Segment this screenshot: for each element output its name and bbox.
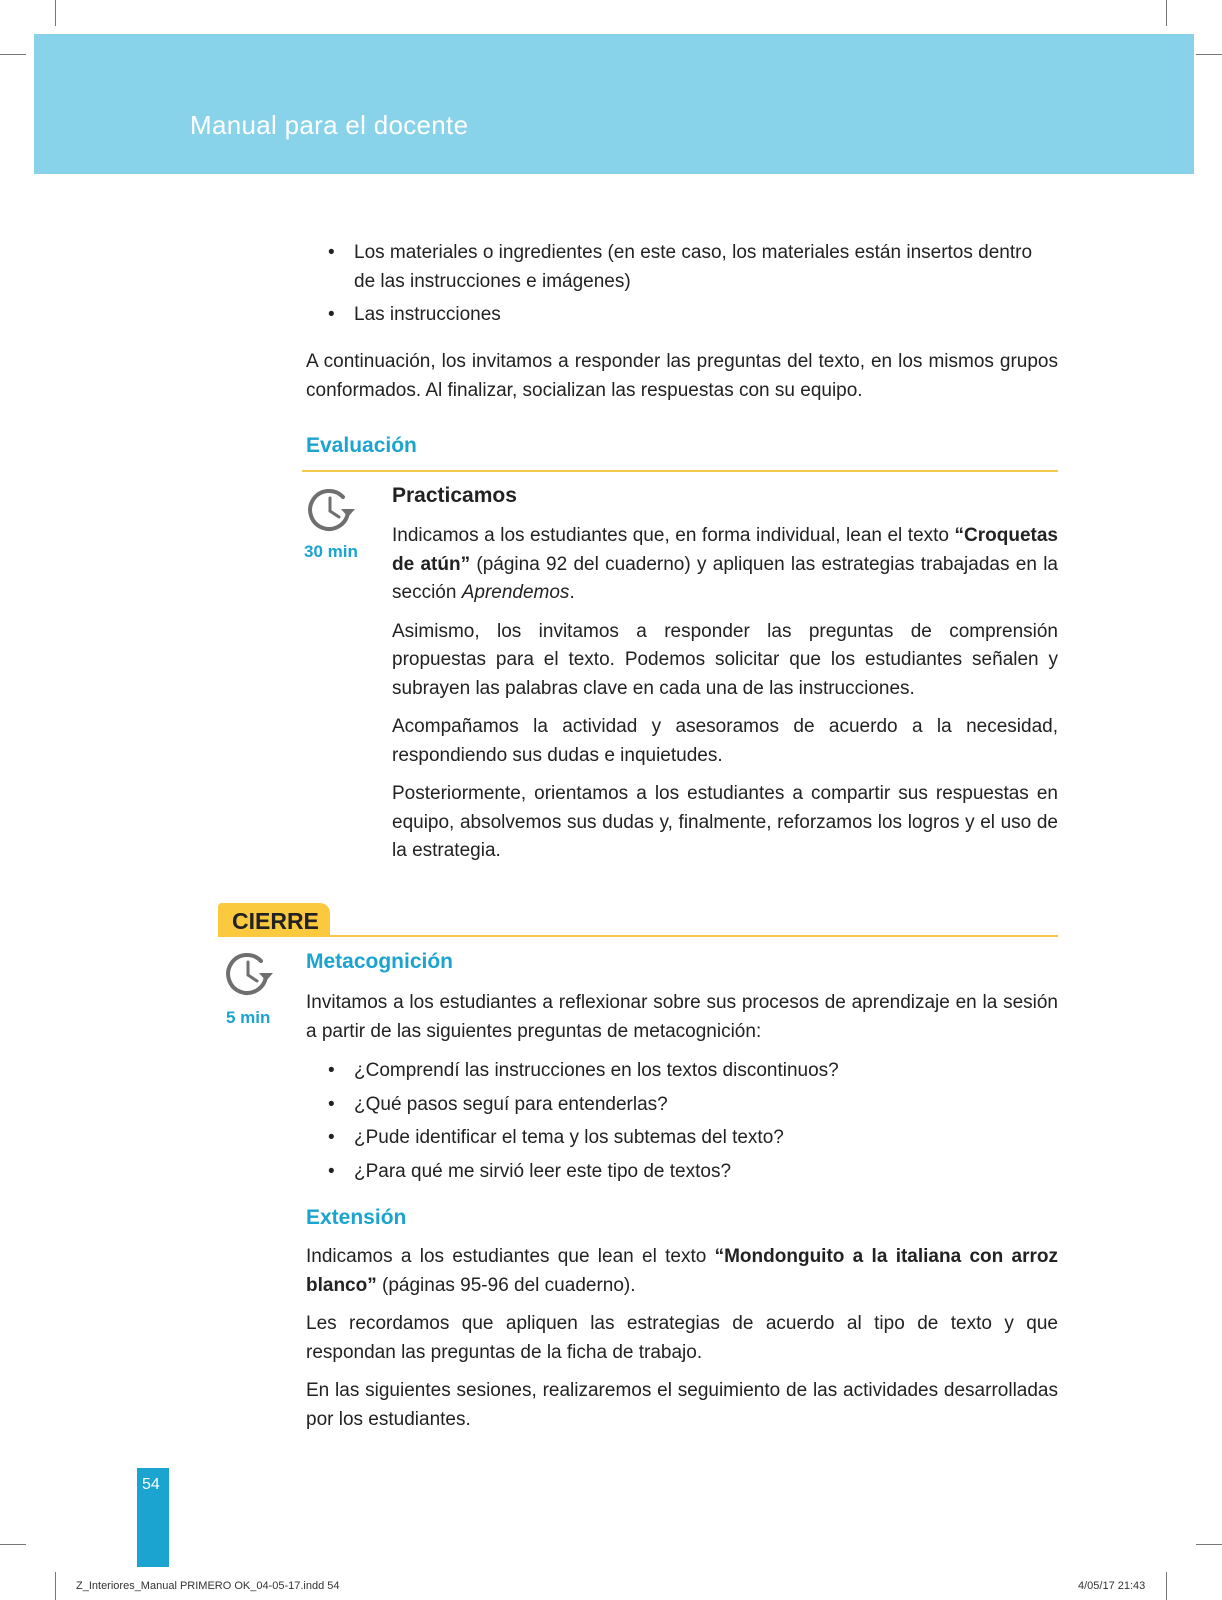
list-item: • ¿Pude identificar el tema y los subtemas del texto? xyxy=(306,1124,1058,1153)
metacognicion-heading: Metacognición xyxy=(306,950,454,973)
footer-date: 4/05/17 21:43 xyxy=(1078,1580,1146,1592)
evaluacion-time: 30 min xyxy=(304,542,358,561)
crop-mark xyxy=(0,54,26,55)
header-title: Manual para el docente xyxy=(190,110,469,140)
evaluacion-paragraph-4: Posteriormente, orientamos a los estudiantes a compartir sus respuestas en equipo, absolvemos sus dudas y, finalmente, reforzamos los logros y el uso de la estrategia. xyxy=(392,783,1058,861)
clock-icon xyxy=(304,484,356,536)
list-item: • ¿Para qué me sirvió leer este tipo de textos? xyxy=(306,1158,1058,1187)
crop-mark xyxy=(1166,1572,1167,1600)
text-title-croquetas: “Croquetas de atún” xyxy=(392,525,1058,575)
extension-paragraph-3: En las siguientes sesiones, realizaremos el seguimiento de las actividades desarrolladas por los estudiantes. xyxy=(306,1380,1058,1430)
evaluacion-heading: Evaluación xyxy=(306,434,417,457)
intro-paragraph: A continuación, los invitamos a responder las preguntas del texto, en los mismos grupos conformados. Al finalizar, socializan las respuestas con su equipo. xyxy=(306,351,1058,401)
evaluacion-paragraph-1: Indicamos a los estudiantes que, en forma individual, lean el texto “Croquetas de atún” (página 92 del cuaderno) y apliquen las estrategias trabajadas en la sección Aprendemos. xyxy=(392,525,1058,603)
extension-heading: Extensión xyxy=(306,1206,407,1229)
extension-paragraph-2: Les recordamos que apliquen las estrategias de acuerdo al tipo de texto y que respondan las preguntas de la ficha de trabajo. xyxy=(306,1313,1058,1363)
clock-icon xyxy=(222,948,274,1000)
page-number: 54 xyxy=(142,1476,160,1493)
text-title-mondonguito: “Mondonguito a la italiana con arroz blanco” xyxy=(306,1246,1058,1296)
list-item: • ¿Qué pasos seguí para entenderlas? xyxy=(306,1091,1058,1120)
evaluacion-rule xyxy=(302,470,1058,472)
list-item: • ¿Comprendí las instrucciones en los textos discontinuos? xyxy=(306,1057,1058,1086)
cierre-rule xyxy=(330,935,1058,937)
list-item: • Las instrucciones xyxy=(306,301,1058,330)
question-list xyxy=(306,1057,1058,1186)
extension-paragraph-1: Indicamos a los estudiantes que lean el texto “Mondonguito a la italiana con arroz blanco” (páginas 95-96 del cuaderno). xyxy=(306,1246,1058,1296)
cierre-time: 5 min xyxy=(226,1008,271,1027)
header-band xyxy=(34,34,1194,174)
intro-bullet-list xyxy=(306,239,1058,330)
crop-mark xyxy=(1196,54,1222,55)
section-name-aprendemos: Aprendemos xyxy=(461,582,570,603)
metacognicion-questions xyxy=(306,1057,1058,1191)
intro-section xyxy=(306,239,1058,335)
evaluacion-body xyxy=(392,522,1058,876)
extension-body xyxy=(306,1243,1058,1444)
crop-mark xyxy=(55,1572,56,1600)
list-item: • Los materiales o ingredientes (en este caso, los materiales están insertos dentro de las instrucciones e imágenes) xyxy=(306,239,1058,296)
metacognicion-text: Invitamos a los estudiantes a reflexionar sobre sus procesos de aprendizaje en la sesión a partir de las siguientes preguntas de metacognición: xyxy=(306,992,1058,1042)
crop-mark xyxy=(0,1544,26,1545)
evaluacion-paragraph-3: Acompañamos la actividad y asesoramos de acuerdo a la necesidad, respondiendo sus dudas e inquietudes. xyxy=(392,716,1058,766)
footer-file-name: Z_Interiores_Manual PRIMERO OK_04-05-17.indd 54 xyxy=(76,1580,340,1592)
practicamos-heading: Practicamos xyxy=(392,484,517,507)
evaluacion-paragraph-2: Asimismo, los invitamos a responder las preguntas de comprensión propuestas para el texto. Podemos solicitar que los estudiantes señalen y subrayen las palabras clave en cada una de las instrucciones. xyxy=(392,620,1058,699)
cierre-label: CIERRE xyxy=(232,908,319,934)
crop-mark xyxy=(55,0,56,26)
crop-mark xyxy=(1196,1544,1222,1545)
crop-mark xyxy=(1166,0,1167,26)
